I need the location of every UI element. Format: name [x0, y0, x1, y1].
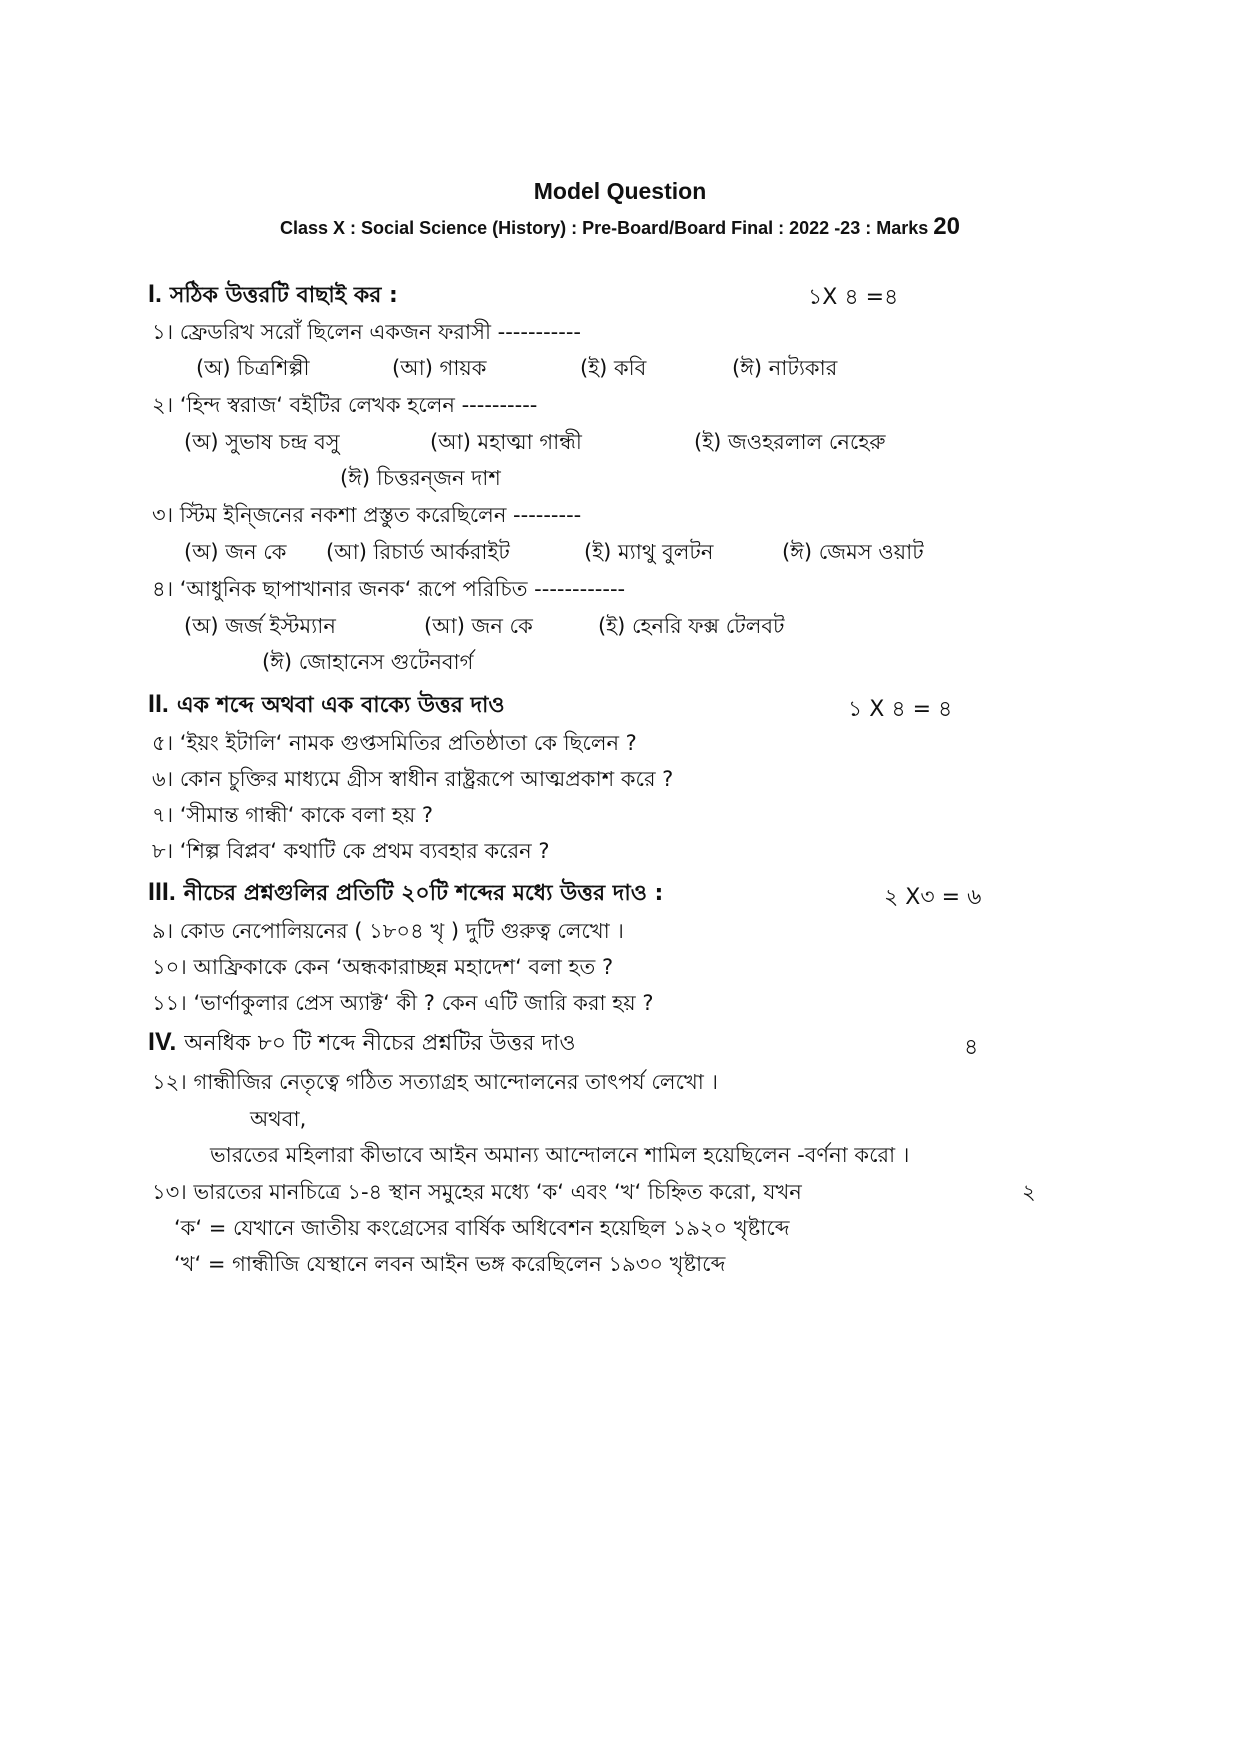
q3-option-c: (ই) ম্যাথু বুলটন: [584, 540, 714, 564]
section-2-heading: [148, 688, 505, 725]
section-4-roman: IV.: [148, 1028, 177, 1056]
total-marks: 20: [933, 213, 960, 240]
section-1-heading: [148, 278, 398, 315]
question-13-marks: ২: [1022, 1180, 1036, 1204]
q4-option-c: (ই) হেনরি ফক্স টেলবট: [598, 614, 785, 638]
question-8: ৮। ‘শিল্প বিপ্লব‘ কথাটি কে প্রথম ব্যবহার করেন ?: [152, 839, 550, 863]
question-6: ৬। কোন চুক্তির মাধ্যমে গ্রীস স্বাধীন রাষ্ট্ররূপে আত্মপ্রকাশ করে ?: [152, 767, 674, 791]
q1-option-b: (আ) গায়ক: [392, 356, 487, 380]
question-3: ৩। স্টিম ইন্জিনের নকশা প্রস্তুত করেছিলেন ---------: [152, 503, 582, 527]
section-2-roman: II.: [148, 690, 169, 718]
question-13: ১৩। ভারতের মানচিত্রে ১-৪ স্থান সমুহের মধ্যে ‘ক‘ এবং ‘খ‘ চিহ্নিত করো, যখন: [152, 1180, 802, 1204]
question-5: ৫। ‘ইয়ং ইটালি‘ নামক গুপ্তসমিতির প্রতিষ্ঠাতা কে ছিলেন ?: [152, 731, 637, 755]
question-10: ১০। আফ্রিকাকে কেন ‘অন্ধকারাচ্ছন্ন মহাদেশ‘ বলা হত ?: [152, 955, 614, 979]
question-2: ২। ‘হিন্দ স্বরাজ‘ বইটির লেখক হলেন ----------: [152, 393, 538, 417]
section-1-text: সঠিক উত্তরটি বাছাই কর :: [169, 283, 398, 308]
q4-option-b: (আ) জন কে: [424, 614, 533, 638]
question-11: ১১। ‘ভার্ণাকুলার প্রেস অ্যাক্ট‘ কী ? কেন এটি জারি করা হয় ?: [152, 991, 654, 1015]
q3-option-a: (অ) জন কে: [184, 540, 287, 564]
q4-option-a: (অ) জর্জ ইস্টম্যান: [184, 614, 336, 638]
page-subtitle: [0, 213, 1240, 241]
section-4-text: অনধিক ৮০ টি শব্দে নীচের প্রশ্নটির উত্তর দাও: [184, 1031, 576, 1056]
q1-option-c: (ই) কবি: [580, 356, 647, 380]
q2-option-d: (ঈ) চিত্তরন্জন দাশ: [340, 466, 501, 490]
section-3-roman: III.: [148, 878, 176, 906]
section-2-marks: ১ X ৪ = ৪: [848, 697, 953, 722]
page-title: Model Question: [533, 178, 707, 204]
q1-option-d: (ঈ) নাট্যকার: [732, 356, 838, 380]
q2-option-a: (অ) সুভাষ চন্দ্র বসু: [184, 430, 340, 454]
question-1: ১। ফ্রেডরিখ সরোঁ ছিলেন একজন ফরাসী -----------: [152, 320, 581, 344]
question-12: ১২। গান্ধীজির নেতৃত্বে গঠিত সত্যাগ্রহ আন্দোলনের তাৎপর্য লেখো ।: [152, 1070, 719, 1094]
q2-option-c: (ই) জওহরলাল নেহেরু: [694, 430, 886, 454]
subtitle-main: Class X : Social Science (History) : Pre-Board/Board Final : 2022 -23 : Marks: [280, 218, 929, 238]
q3-option-d: (ঈ) জেমস ওয়াট: [782, 540, 924, 564]
question-7: ৭। ‘সীমান্ত গান্ধী‘ কাকে বলা হয় ?: [152, 803, 434, 827]
question-4: ৪। ‘আধুনিক ছাপাখানার জনক‘ রূপে পরিচিত ------------: [152, 577, 626, 601]
section-1-roman: I.: [148, 280, 162, 308]
question-9: ৯। কোড নেপোলিয়নের ( ১৮০৪ খৃ ) দুটি গুরুত্ব লেখো ।: [152, 919, 624, 943]
section-2-text: এক শব্দে অথবা এক বাক্যে উত্তর দাও: [176, 693, 505, 718]
q4-option-d: (ঈ) জোহানেস গুটেনবার্গ: [262, 650, 474, 674]
question-13-part-ka: ‘ক‘ = যেখানে জাতীয় কংগ্রেসের বার্ষিক অধিবেশন হয়েছিল ১৯২০ খৃষ্টাব্দে: [174, 1216, 790, 1240]
q1-option-a: (অ) চিত্রশিল্পী: [196, 356, 310, 380]
section-3-text: নীচের প্রশ্নগুলির প্রতিটি ২০টি শব্দের মধ্যে উত্তর দাও :: [183, 881, 664, 906]
q3-option-b: (আ) রিচার্ড আর্করাইট: [326, 540, 510, 564]
section-1-marks: ১X ৪ =৪: [808, 285, 899, 310]
section-3-heading: [148, 876, 663, 913]
section-3-marks: ২ X৩ = ৬: [884, 885, 982, 910]
section-4-heading: [148, 1026, 576, 1063]
section-4-marks: ৪: [964, 1035, 979, 1060]
question-13-part-kha: ‘খ‘ = গান্ধীজি যেস্থানে লবন আইন ভঙ্গ করেছিলেন ১৯৩০ খৃষ্টাব্দে: [174, 1252, 726, 1276]
or-label: অথবা,: [250, 1107, 307, 1131]
q2-option-b: (আ) মহাত্মা গান্ধী: [430, 430, 582, 454]
question-12-alternative: ভারতের মহিলারা কীভাবে আইন অমান্য আন্দোলনে শামিল হয়েছিলেন -বর্ণনা করো ।: [210, 1143, 910, 1167]
